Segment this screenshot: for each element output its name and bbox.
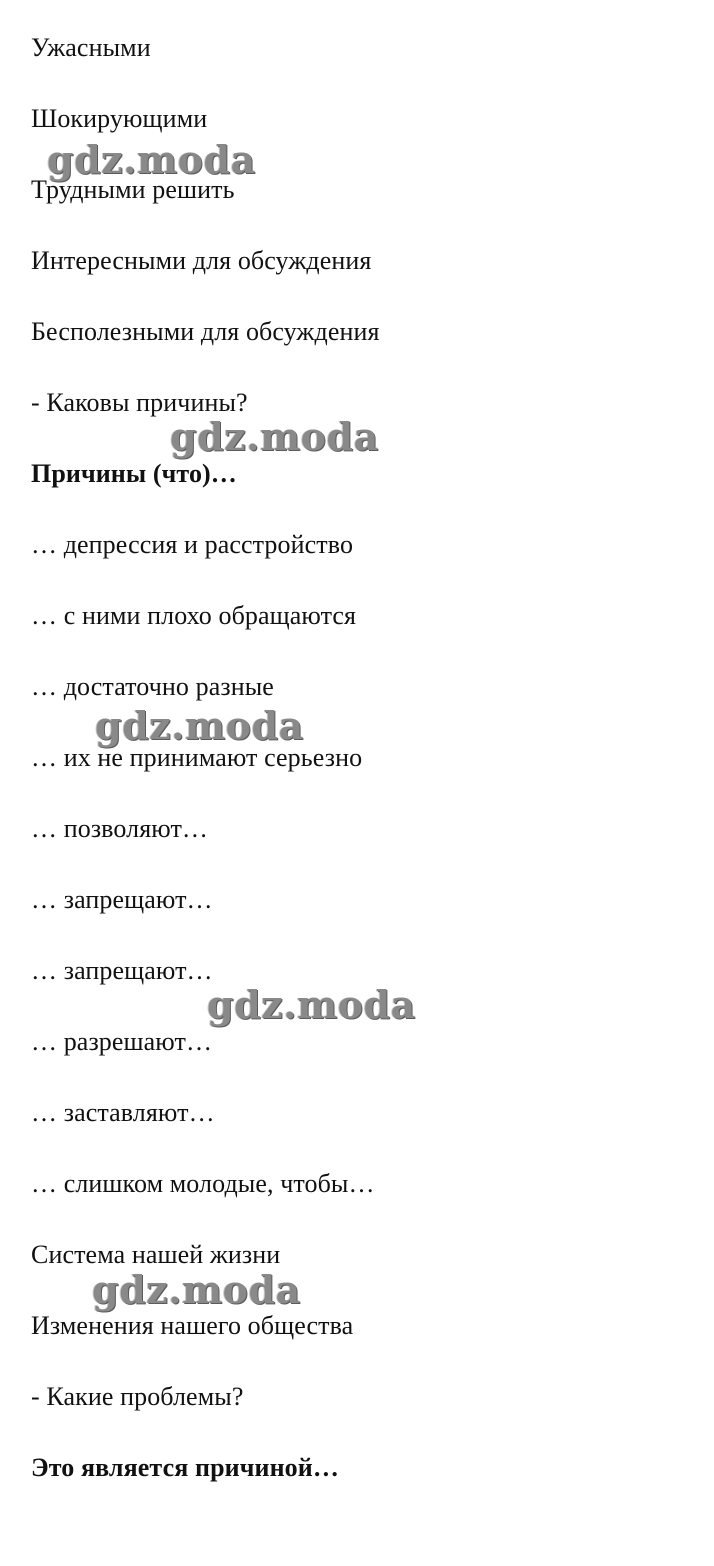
text-line-9: … с ними плохо обращаются — [31, 601, 357, 630]
text-line-2: Шокирующими — [31, 104, 208, 133]
text-line-15: … разрешают… — [31, 1027, 213, 1056]
text-line-8: … депрессия и расстройство — [31, 530, 354, 559]
text-line-19: Изменения нашего общества — [31, 1311, 354, 1340]
text-line-12: … позволяют… — [31, 814, 209, 843]
watermark-5: gdz.moda — [92, 1267, 301, 1312]
text-line-6: - Каковы причины? — [31, 388, 248, 417]
text-line-10: … достаточно разные — [31, 672, 274, 701]
text-line-4: Интересными для обсуждения — [31, 246, 372, 275]
text-line-1: Ужасными — [31, 33, 151, 62]
watermark-4: gdz.moda — [207, 982, 416, 1027]
text-line-20: - Какие проблемы? — [31, 1382, 244, 1411]
text-line-18: Система нашей жизни — [31, 1240, 281, 1269]
text-line-13: … запрещают… — [31, 885, 213, 914]
watermark-3: gdz.moda — [95, 703, 304, 748]
text-line-14: … запрещают… — [31, 956, 213, 985]
section-heading-reason: Это является причиной… — [31, 1453, 339, 1482]
text-line-3: Трудными решить — [31, 175, 235, 204]
text-line-5: Бесполезными для обсуждения — [31, 317, 380, 346]
text-line-11: … их не принимают серьезно — [31, 743, 363, 772]
watermark-1: gdz.moda — [47, 137, 256, 182]
text-line-17: … слишком молодые, чтобы… — [31, 1169, 375, 1198]
text-line-16: … заставляют… — [31, 1098, 215, 1127]
section-heading-causes: Причины (что)… — [31, 459, 237, 488]
watermark-2: gdz.moda — [170, 414, 379, 459]
